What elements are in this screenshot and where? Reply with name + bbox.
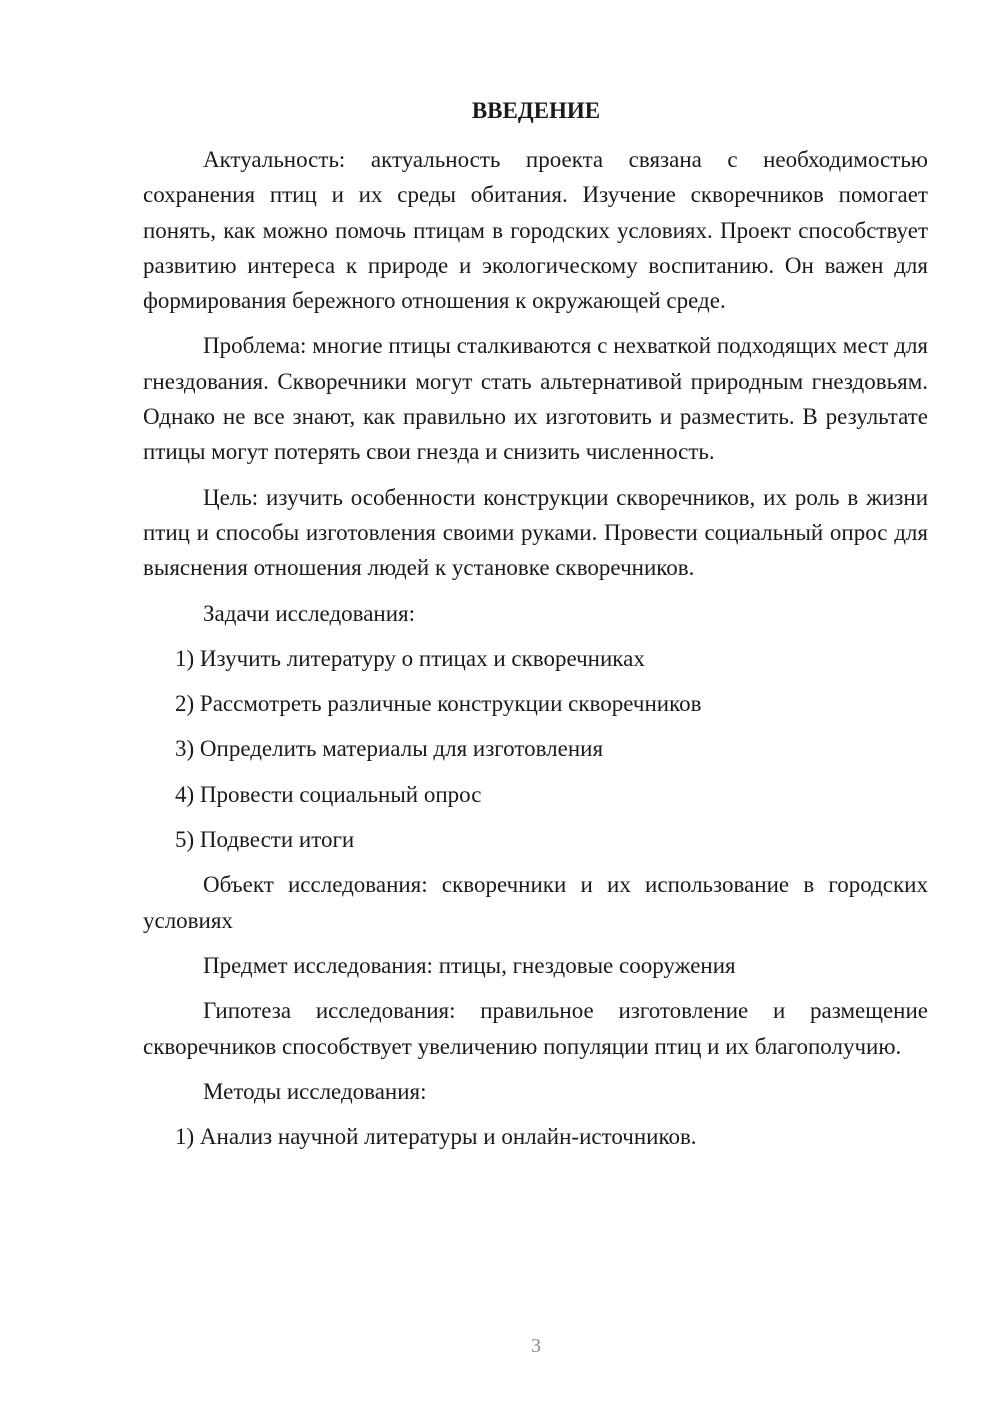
list-item: 4) Провести социальный опрос: [175, 781, 482, 807]
page-title: ВВЕДЕНИЕ: [471, 98, 601, 123]
object-paragraph: Объект исследования: скворечники и их использование в городских условиях: [143, 872, 928, 933]
goal-paragraph: Цель: изучить особенности конструкции скворечников, их роль в жизни птиц и способы изготовления своими руками. Провести социальный опрос для выяснения отношения людей к установке скворечников.: [143, 484, 928, 581]
list-item: 3) Определить материалы для изготовления: [175, 736, 604, 762]
list-item: 5) Подвести итоги: [175, 827, 355, 853]
methods-list: [143, 1119, 928, 1154]
document-body: [143, 142, 928, 1164]
problem-paragraph: Проблема: многие птицы сталкиваются с нехваткой подходящих мест для гнездования. Скворечники могут стать альтернативой природным гнездовьям. Однако не все знают, как правильно их изготовить и разместить. В результате птицы могут потерять свои гнезда и снизить численность.: [143, 333, 928, 465]
tasks-list: [143, 641, 928, 857]
page-number: 3: [531, 1335, 541, 1357]
tasks-heading: Задачи исследования:: [203, 600, 416, 626]
list-item: 1) Анализ научной литературы и онлайн-источников.: [175, 1124, 697, 1150]
relevance-paragraph: Актуальность: актуальность проекта связана с необходимостью сохранения птиц и их среды обитания. Изучение скворечников помогает понять, как можно помочь птицам в городских условиях. Проект способствует развитию интереса к природе и экологическому воспитанию. Он важен для формирования бережного отношения к окружающей среде.: [143, 147, 928, 314]
list-item: 2) Рассмотреть различные конструкции скворечников: [175, 691, 702, 717]
list-item: 1) Изучить литературу о птицах и скворечниках: [175, 645, 645, 671]
subject-paragraph: Предмет исследования: птицы, гнездовые сооружения: [203, 952, 736, 978]
hypothesis-paragraph: Гипотеза исследования: правильное изготовление и размещение скворечников способствует увеличению популяции птиц и их благополучию.: [143, 998, 928, 1059]
methods-heading: Методы исследования:: [203, 1078, 427, 1104]
